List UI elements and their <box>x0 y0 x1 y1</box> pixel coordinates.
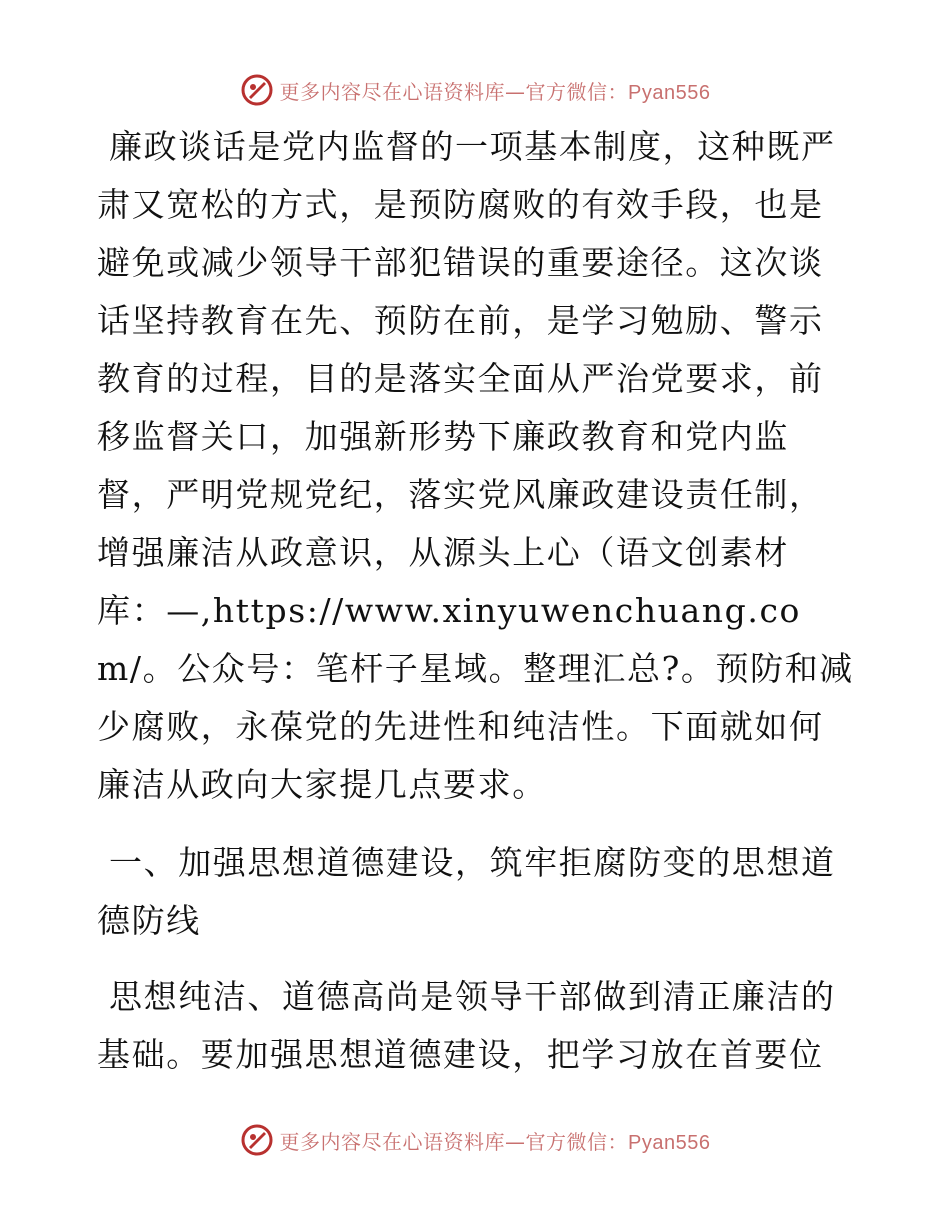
paragraph-2: 思想纯洁、道德高尚是领导干部做到清正廉洁的基础。要加强思想道德建设，把学习放在首要位 <box>97 977 836 1074</box>
paragraph-1: 廉政谈话是党内监督的一项基本制度，这种既严肃又宽松的方式，是预防腐败的有效手段，也是避免或减少领导干部犯错误的重要途径。这次谈话坚持教育在先、预防在前，是学习勉励、警示教育的过程，目的是落实全面从严治党要求，前移监督关口，加强新形势下廉政教育和党内监督，严明党规党纪，落实党风廉政建设责任制，增强廉洁从政意识，从源头上心（语文创素材库：—,https://www.xinyuwenchuang.com/。公众号：笔杆子星域。整理汇总?。预防和减少腐败，永葆党的先进性和纯洁性。下面就如何廉洁从政向大家提几点要求。 <box>97 127 854 804</box>
section-heading-1: 一、加强思想道德建设，筑牢拒腐防变的思想道德防线 <box>97 843 836 940</box>
watermark-handle: Pyan556 <box>628 1131 711 1154</box>
logo-icon <box>240 73 274 107</box>
footer-watermark <box>0 1120 950 1160</box>
logo-icon <box>240 1123 274 1157</box>
watermark-handle: Pyan556 <box>628 81 711 104</box>
watermark-text: 更多内容尽在心语资料库—官方微信：Pyan556 <box>279 79 711 104</box>
watermark-text: 更多内容尽在心语资料库—官方微信：Pyan556 <box>279 1129 711 1154</box>
document-body <box>97 118 857 1084</box>
header-watermark <box>0 70 950 110</box>
